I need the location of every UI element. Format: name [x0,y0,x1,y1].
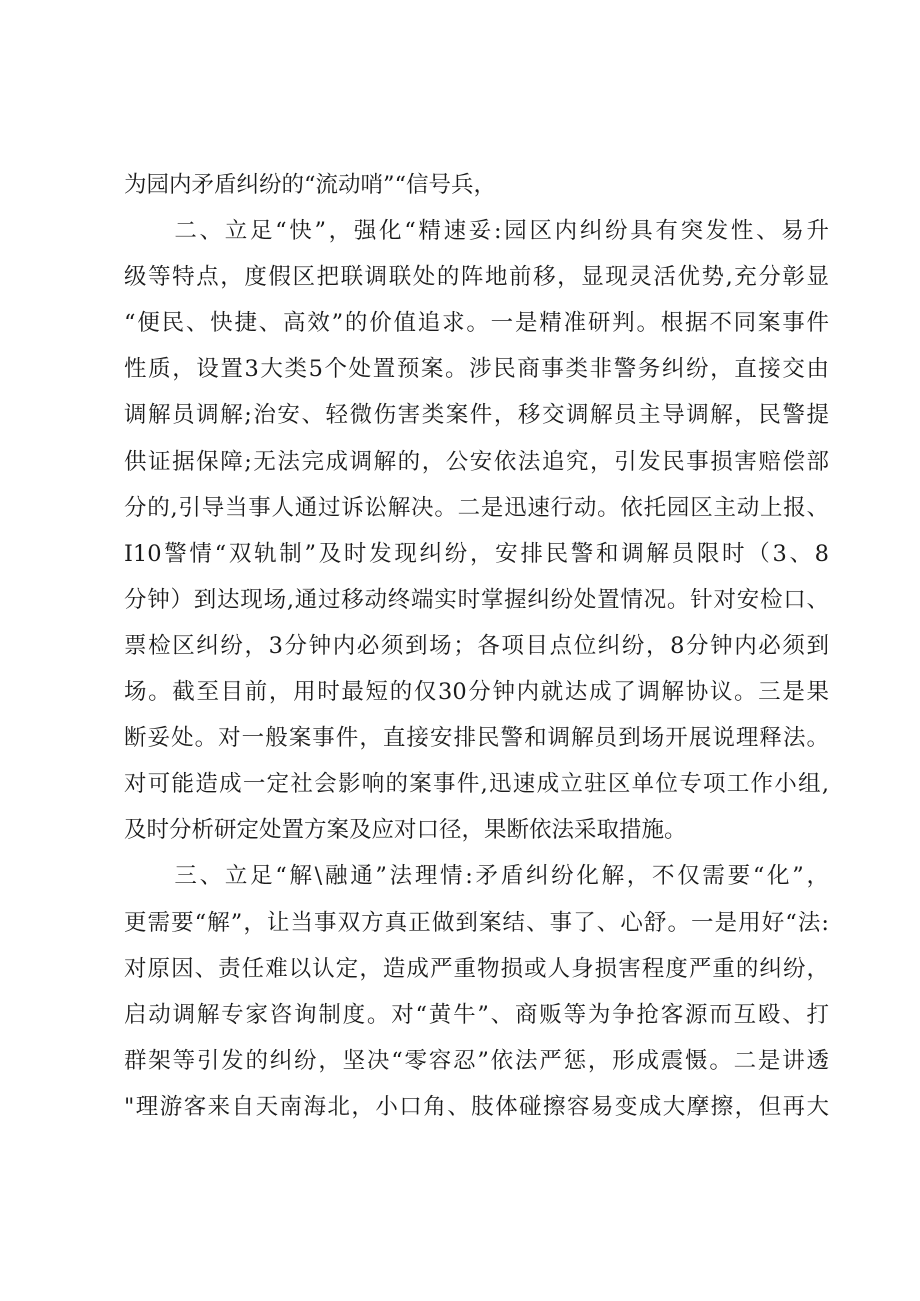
text-line: 场。截至目前，用时最短的仅30分钟内就达成了调解协议。三是果 [124,679,829,706]
text-line: 分的,引导当事人通过诉讼解决。二是迅速行动。依托园区主动上报、 [124,494,829,521]
text-line: 为园内矛盾纠纷的“流动哨”“信号兵， [124,172,497,198]
body-text [124,162,829,1130]
text-line: 分钟）到达现场,通过移动终端实时掌握纠纷处置情况。针对安检口、 [124,586,829,613]
text-line: 对原因、责任难以认定，造成严重物损或人身损害程度严重的纠纷， [124,955,829,982]
text-line: 及时分析研定处置方案及应对口径，果断依法采取措施。 [124,817,687,844]
text-line: 断妥处。对一般案事件，直接安排民警和调解员到场开展说理释法。 [124,725,829,752]
text-line: 票检区纠纷，3分钟内必须到场；各项目点位纠纷，8分钟内必须到 [124,632,829,659]
text-line: 更需要“解”，让当事双方真正做到案结、事了、心舒。一是用好“法: [124,909,829,936]
text-line: 启动调解专家咨询制度。对“黄牛”、商贩等为争抢客源而互殴、打 [124,1001,829,1028]
text-line: “便民、快捷、高效”的价值追求。一是精准研判。根据不同案事件 [124,310,829,337]
text-line: 级等特点，度假区把联调联处的阵地前移，显现灵活优势,充分彰显 [124,264,829,291]
text-line: 调解员调解;治安、轻微伤害类案件，移交调解员主导调解，民警提 [124,402,829,429]
text-line: 二、立足“快”，强化“精速妥:园区内纠纷具有突发性、易升 [124,218,829,245]
text-line: 性质，设置3大类5个处置预案。涉民商事类非警务纠纷，直接交由 [124,356,829,383]
text-line: I10警情“双轨制”及时发现纠纷，安排民警和调解员限时（3、8 [124,540,829,567]
text-line: "理游客来自天南海北，小口角、肢体碰擦容易变成大摩擦，但再大 [124,1093,829,1120]
text-line: 对可能造成一定社会影响的案事件,迅速成立驻区单位专项工作小组, [124,771,829,798]
text-line: 群架等引发的纠纷，坚决“零容忍”依法严惩，形成震慑。二是讲透 [124,1047,829,1074]
text-line: 三、立足“解\融通”法理情:矛盾纠纷化解，不仅需要“化”， [124,863,829,890]
text-line: 供证据保障;无法完成调解的，公安依法追究，引发民事损害赔偿部 [124,448,829,475]
